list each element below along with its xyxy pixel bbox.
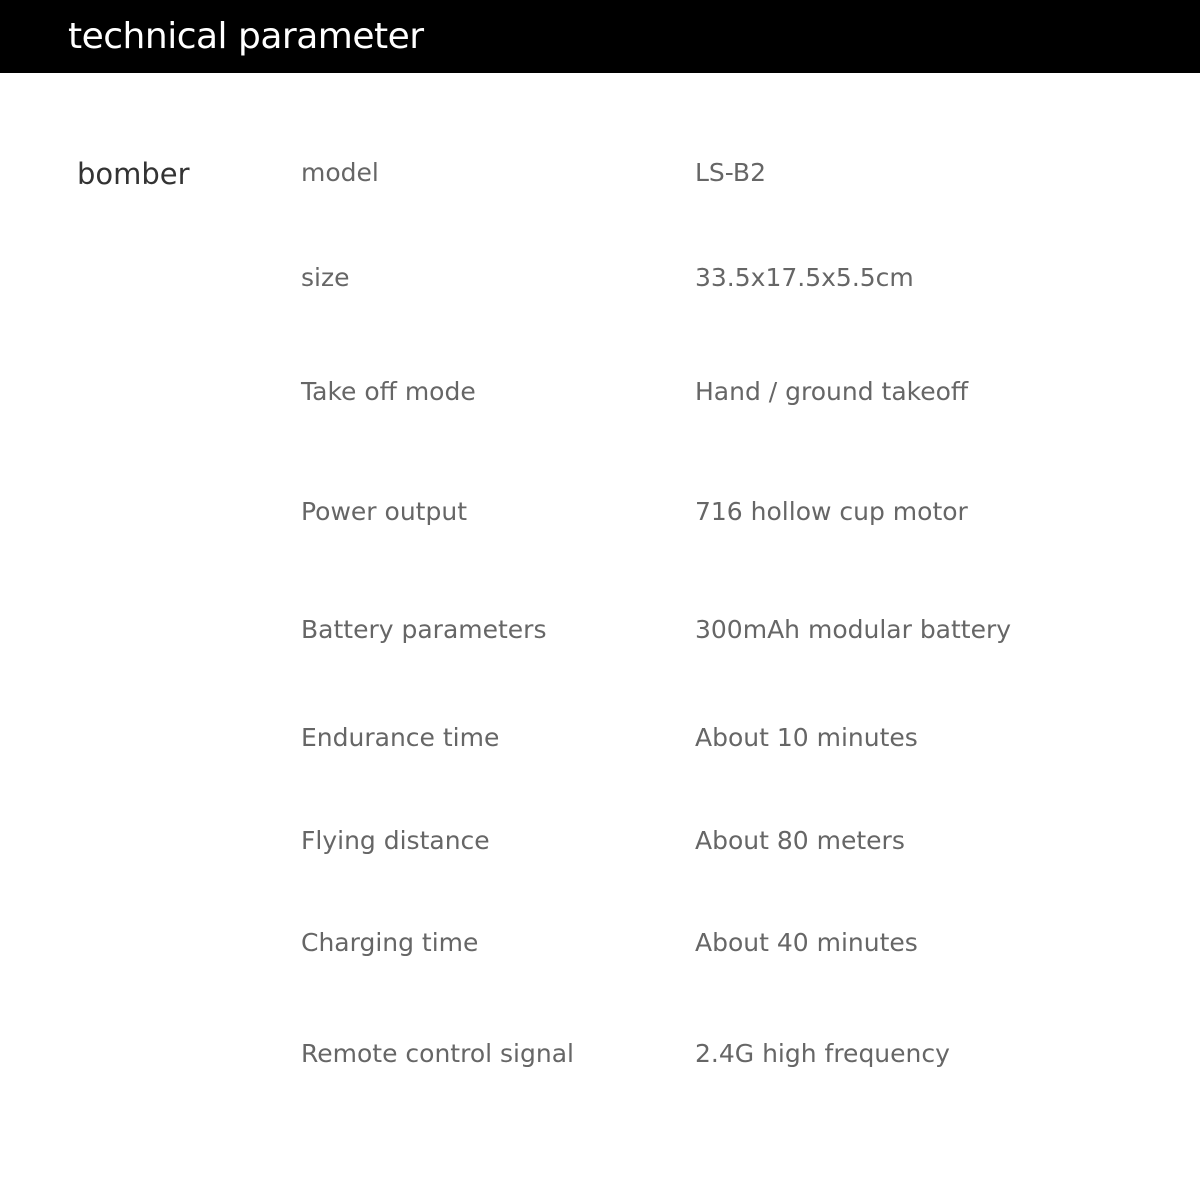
spec-row-size [0,258,1200,298]
spec-row-take-off-mode [0,372,1200,412]
spec-row-endurance-time [0,718,1200,758]
header-bar [0,0,1200,73]
spec-value: 33.5x17.5x5.5cm [695,263,914,292]
spec-row-model [0,153,1200,193]
spec-row-charging-time [0,923,1200,963]
spec-row-remote-control-signal [0,1034,1200,1074]
spec-value: 2.4G high frequency [695,1039,950,1068]
spec-row-battery-parameters [0,610,1200,650]
page-title: technical parameter [68,16,424,57]
spec-value: About 40 minutes [695,928,918,957]
spec-label: model [301,158,379,187]
spec-label: Take off mode [301,377,476,406]
spec-label: Flying distance [301,826,490,855]
spec-label: Battery parameters [301,615,547,644]
spec-label: Charging time [301,928,479,957]
spec-row-flying-distance [0,821,1200,861]
spec-label: Power output [301,497,467,526]
spec-value: LS-B2 [695,158,766,187]
spec-value: About 80 meters [695,826,905,855]
spec-value: 716 hollow cup motor [695,497,968,526]
spec-value: 300mAh modular battery [695,615,1012,644]
spec-row-power-output [0,492,1200,532]
spec-value: Hand / ground takeoff [695,377,969,406]
spec-label: Endurance time [301,723,500,752]
spec-label: size [301,263,350,292]
product-name: bomber [77,157,190,191]
spec-value: About 10 minutes [695,723,918,752]
spec-label: Remote control signal [301,1039,574,1068]
